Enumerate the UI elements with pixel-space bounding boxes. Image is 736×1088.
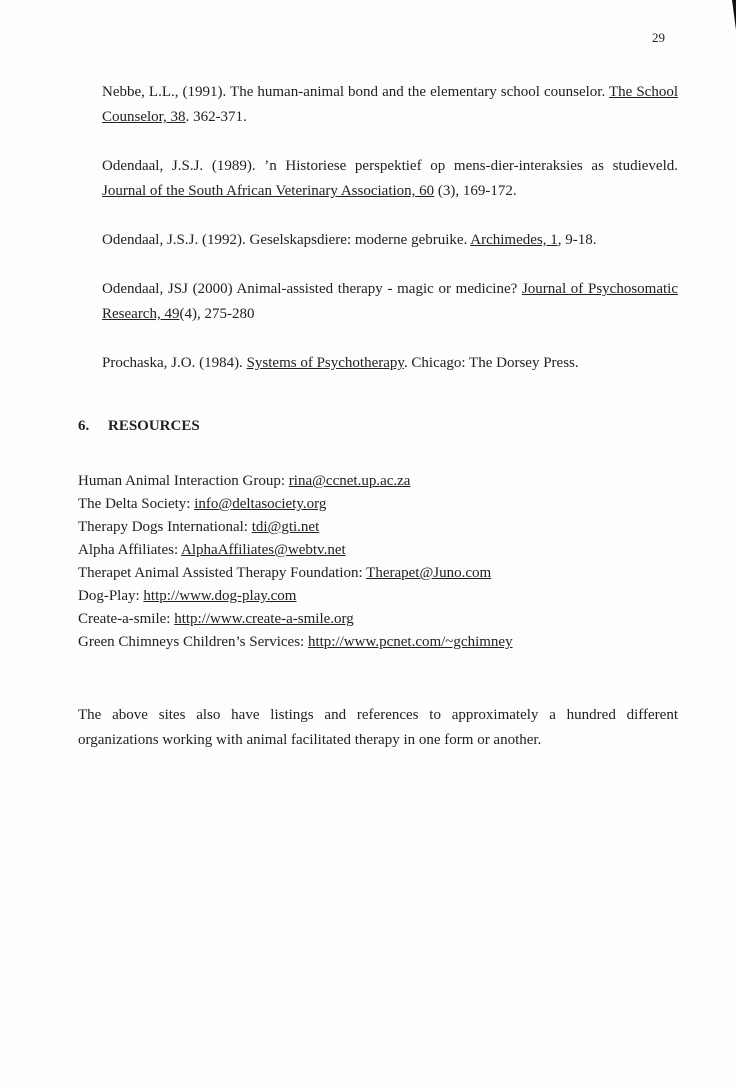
resource-label: Alpha Affiliates: bbox=[78, 542, 182, 558]
reference-text: Odendaal, J.S.J. (1989). ’n Historiese perspektief op mens-dier-interaksies as studieveld. bbox=[102, 158, 678, 174]
resource-link[interactable]: Therapet@Juno.com bbox=[366, 565, 492, 581]
resource-label: Create-a-smile: bbox=[78, 611, 175, 627]
resource-link[interactable]: tdi@gti.net bbox=[251, 519, 320, 535]
resource-item bbox=[78, 470, 678, 493]
reference-entry bbox=[102, 80, 678, 130]
reference-text: Nebbe, L.L., (1991). The human-animal bond and the elementary school counselor. bbox=[102, 84, 609, 100]
resource-link[interactable]: http://www.pcnet.com/~gchimney bbox=[307, 634, 513, 650]
reference-entry bbox=[102, 277, 678, 327]
section-title: RESOURCES bbox=[108, 418, 200, 434]
resource-list bbox=[78, 470, 678, 654]
resource-link[interactable]: rina@ccnet.up.ac.za bbox=[288, 473, 411, 489]
reference-entry bbox=[102, 228, 678, 253]
resource-item bbox=[78, 608, 678, 631]
resource-item bbox=[78, 631, 678, 654]
resource-link[interactable]: http://www.create-a-smile.org bbox=[174, 611, 354, 627]
closing-paragraph bbox=[78, 703, 678, 753]
section-heading bbox=[78, 418, 200, 435]
resource-label: Therapet Animal Assisted Therapy Foundation: bbox=[78, 565, 367, 581]
reference-details: (4), 275-280 bbox=[179, 306, 255, 322]
resource-label: Green Chimneys Children’s Services: bbox=[78, 634, 308, 650]
resource-label: The Delta Society: bbox=[78, 496, 195, 512]
reference-text: Prochaska, J.O. (1984). bbox=[102, 355, 247, 371]
section-number: 6. bbox=[78, 418, 90, 434]
resource-label: Therapy Dogs International: bbox=[78, 519, 252, 535]
reference-details: (3), 169-172. bbox=[434, 183, 517, 199]
reference-list bbox=[102, 80, 678, 400]
resource-label: Dog-Play: bbox=[78, 588, 144, 604]
scan-corner-mark bbox=[732, 0, 736, 30]
reference-source: Archimedes, 1 bbox=[470, 232, 558, 248]
resource-item bbox=[78, 562, 678, 585]
reference-text: Odendaal, JSJ (2000) Animal-assisted therapy - magic or medicine? bbox=[102, 281, 522, 297]
resource-link[interactable]: http://www.dog-play.com bbox=[143, 588, 297, 604]
reference-details: . 362-371. bbox=[185, 109, 247, 125]
reference-entry bbox=[102, 351, 678, 376]
reference-source: Journal of the South African Veterinary Association, 60 bbox=[102, 183, 435, 199]
reference-source: Journal of Psychosomatic Research, 49 bbox=[102, 281, 678, 322]
resource-item bbox=[78, 516, 678, 539]
resource-item bbox=[78, 539, 678, 562]
resource-label: Human Animal Interaction Group: bbox=[78, 473, 289, 489]
reference-text: Odendaal, J.S.J. (1992). Geselskapsdiere: moderne gebruike. bbox=[102, 232, 471, 248]
page-number: 29 bbox=[652, 30, 665, 45]
closing-line-1: The above sites also have listings and references to approximately a hundred different bbox=[78, 707, 678, 723]
reference-source: Systems of Psychotherapy bbox=[246, 355, 404, 371]
resource-link[interactable]: info@deltasociety.org bbox=[194, 496, 327, 512]
reference-details: . Chicago: The Dorsey Press. bbox=[403, 355, 579, 371]
reference-source: The School Counselor, 38 bbox=[102, 84, 678, 125]
reference-entry bbox=[102, 154, 678, 204]
closing-line-2: organizations working with animal facilitated therapy in one form or another. bbox=[78, 732, 542, 748]
resource-item bbox=[78, 493, 678, 516]
reference-details: , 9-18. bbox=[557, 232, 597, 248]
resource-item bbox=[78, 585, 678, 608]
resource-link[interactable]: AlphaAffiliates@webtv.net bbox=[181, 542, 346, 558]
